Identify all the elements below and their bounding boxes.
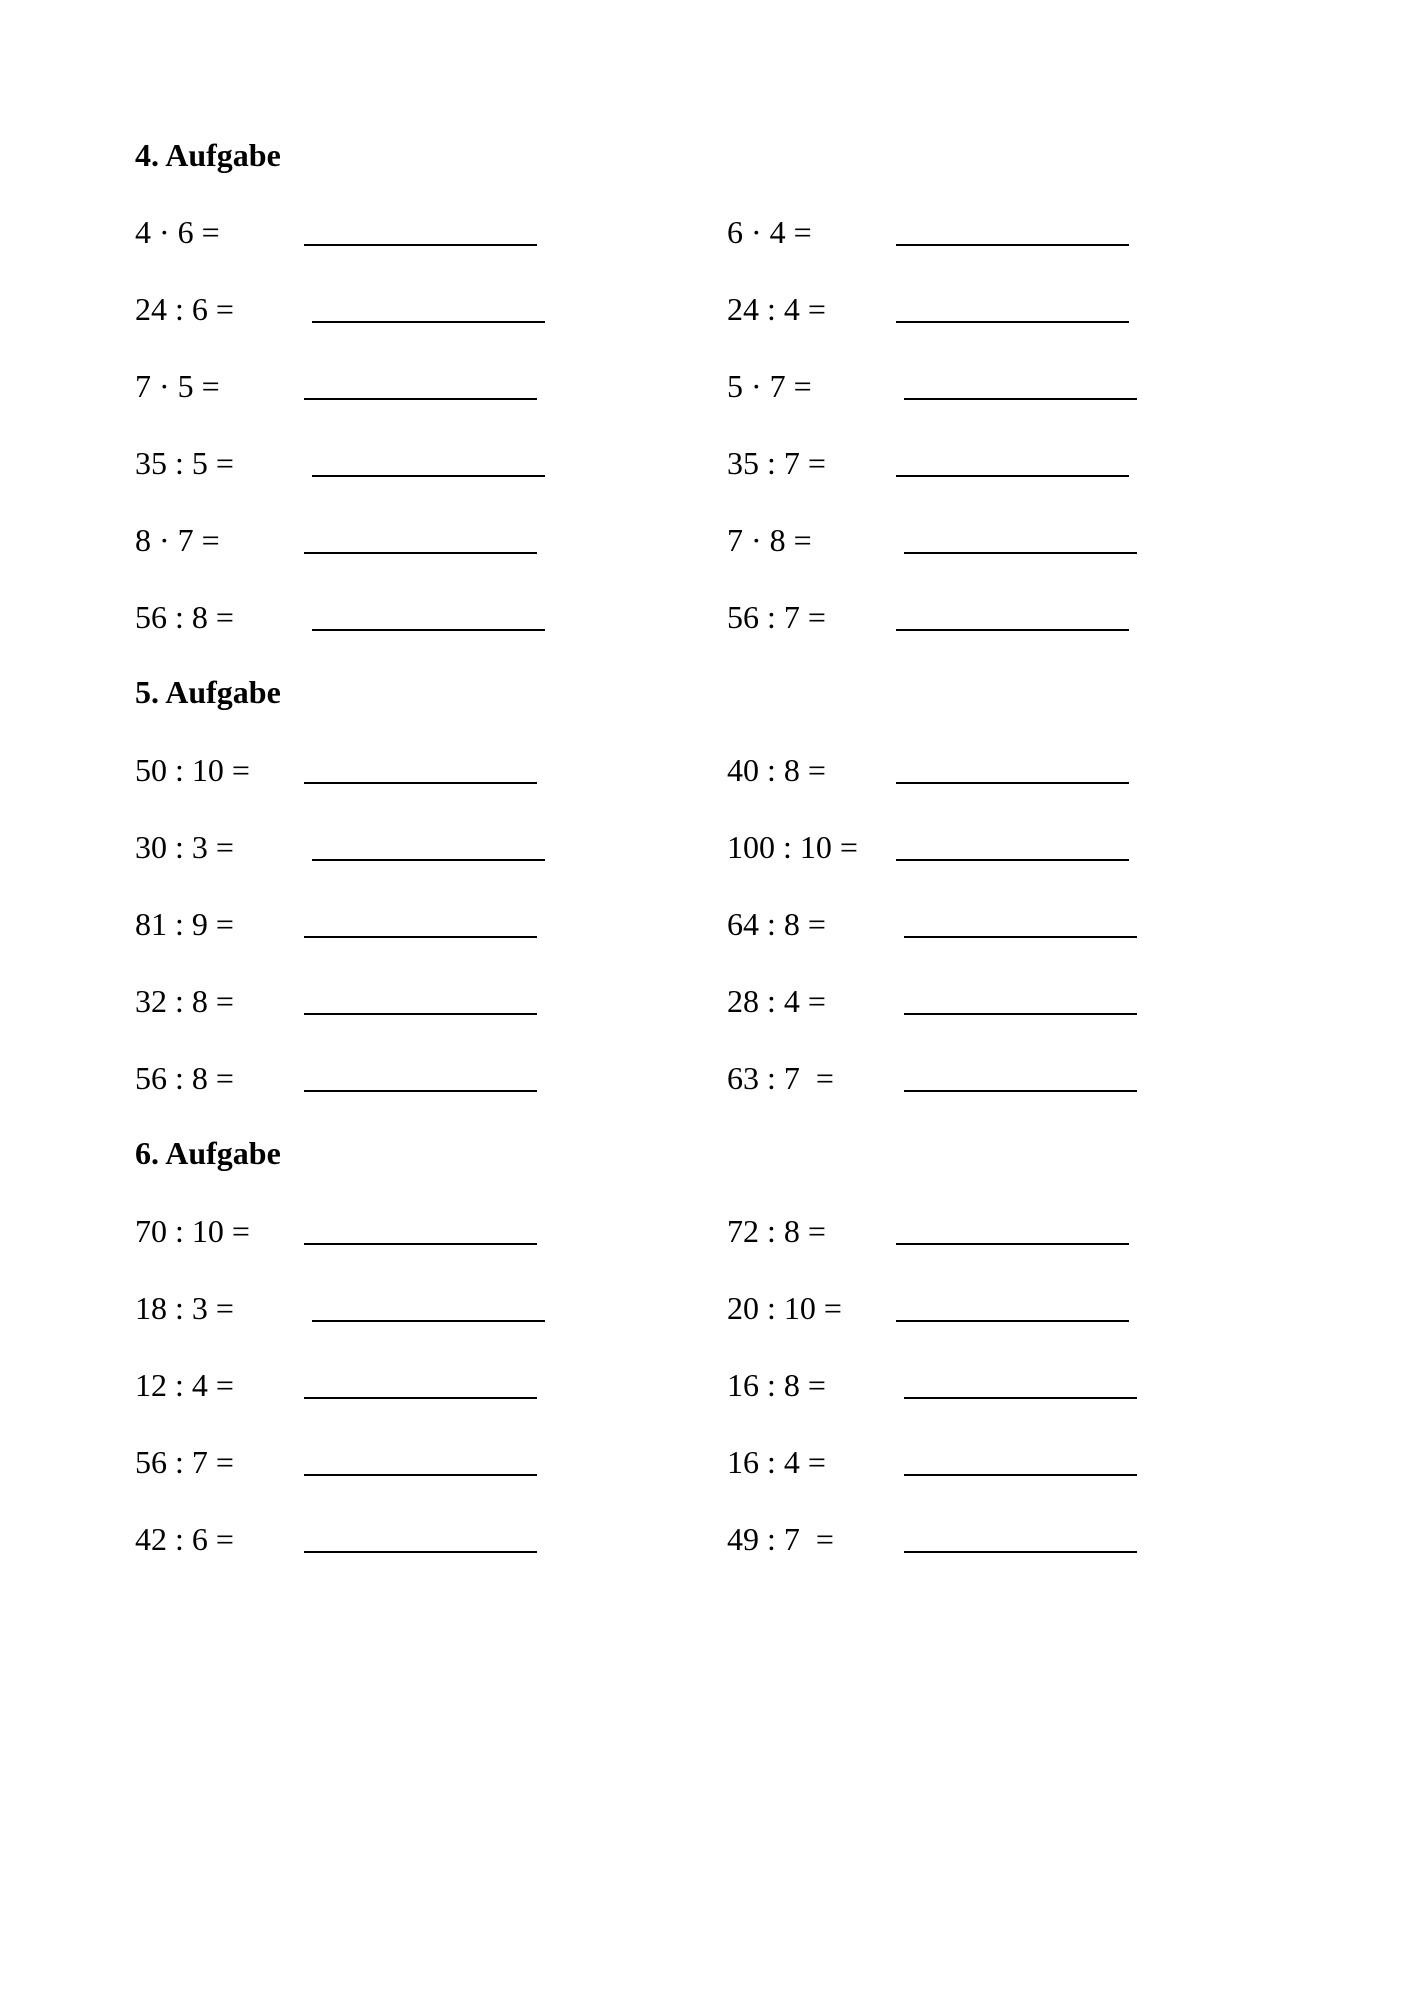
answer-blank-left[interactable]: [304, 244, 537, 246]
task-left: 24 : 6 =: [135, 291, 234, 327]
answer-blank-left[interactable]: [304, 1243, 537, 1245]
task-right: 6 · 4 =: [727, 214, 812, 250]
task-left: 8 · 7 =: [135, 522, 220, 558]
task-left: 56 : 8 =: [135, 599, 234, 635]
task-left: 70 : 10 =: [135, 1213, 250, 1249]
task-left: 56 : 7 =: [135, 1444, 234, 1480]
task-right: 100 : 10 =: [727, 829, 858, 865]
task-left: 7 · 5 =: [135, 368, 220, 404]
answer-blank-right[interactable]: [896, 321, 1129, 323]
task-right: 7 · 8 =: [727, 522, 812, 558]
answer-blank-right[interactable]: [896, 1243, 1129, 1245]
task-right: 5 · 7 =: [727, 368, 812, 404]
task-right: 24 : 4 =: [727, 291, 826, 327]
task-left: 32 : 8 =: [135, 983, 234, 1019]
task-right: 49 : 7 =: [727, 1521, 834, 1557]
task-right: 16 : 8 =: [727, 1367, 826, 1403]
task-left: 30 : 3 =: [135, 829, 234, 865]
task-right: 35 : 7 =: [727, 445, 826, 481]
answer-blank-right[interactable]: [904, 552, 1137, 554]
task-right: 28 : 4 =: [727, 983, 826, 1019]
answer-blank-right[interactable]: [896, 1320, 1129, 1322]
task-left: 12 : 4 =: [135, 1367, 234, 1403]
answer-blank-right[interactable]: [896, 782, 1129, 784]
answer-blank-left[interactable]: [304, 782, 537, 784]
answer-blank-right[interactable]: [896, 244, 1129, 246]
answer-blank-left[interactable]: [312, 629, 545, 631]
task-right: 72 : 8 =: [727, 1213, 826, 1249]
answer-blank-right[interactable]: [904, 1013, 1137, 1015]
answer-blank-left[interactable]: [312, 321, 545, 323]
section-title: 4. Aufgabe: [135, 137, 281, 173]
task-left: 4 · 6 =: [135, 214, 220, 250]
task-left: 18 : 3 =: [135, 1290, 234, 1326]
answer-blank-left[interactable]: [304, 1551, 537, 1553]
answer-blank-right[interactable]: [904, 936, 1137, 938]
task-right: 20 : 10 =: [727, 1290, 842, 1326]
task-right: 64 : 8 =: [727, 906, 826, 942]
task-left: 50 : 10 =: [135, 752, 250, 788]
task-right: 63 : 7 =: [727, 1060, 834, 1096]
task-left: 35 : 5 =: [135, 445, 234, 481]
answer-blank-right[interactable]: [904, 1090, 1137, 1092]
answer-blank-right[interactable]: [896, 859, 1129, 861]
answer-blank-right[interactable]: [896, 475, 1129, 477]
answer-blank-left[interactable]: [312, 475, 545, 477]
section-title: 6. Aufgabe: [135, 1135, 281, 1171]
answer-blank-right[interactable]: [904, 398, 1137, 400]
answer-blank-left[interactable]: [312, 859, 545, 861]
task-left: 56 : 8 =: [135, 1060, 234, 1096]
answer-blank-left[interactable]: [312, 1320, 545, 1322]
answer-blank-left[interactable]: [304, 398, 537, 400]
task-right: 56 : 7 =: [727, 599, 826, 635]
section-title: 5. Aufgabe: [135, 674, 281, 710]
answer-blank-left[interactable]: [304, 552, 537, 554]
answer-blank-left[interactable]: [304, 1397, 537, 1399]
answer-blank-right[interactable]: [904, 1397, 1137, 1399]
answer-blank-left[interactable]: [304, 1090, 537, 1092]
answer-blank-left[interactable]: [304, 1013, 537, 1015]
answer-blank-left[interactable]: [304, 1474, 537, 1476]
answer-blank-right[interactable]: [904, 1551, 1137, 1553]
task-left: 81 : 9 =: [135, 906, 234, 942]
task-left: 42 : 6 =: [135, 1521, 234, 1557]
answer-blank-right[interactable]: [904, 1474, 1137, 1476]
task-right: 16 : 4 =: [727, 1444, 826, 1480]
answer-blank-right[interactable]: [896, 629, 1129, 631]
task-right: 40 : 8 =: [727, 752, 826, 788]
answer-blank-left[interactable]: [304, 936, 537, 938]
